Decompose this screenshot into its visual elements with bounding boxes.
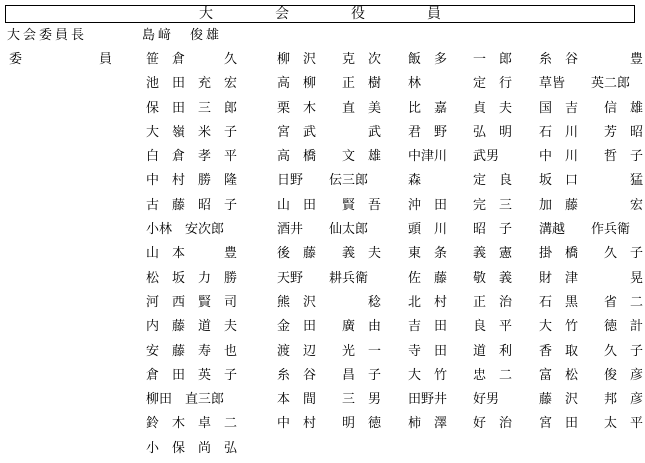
member-name: 天野 耕兵衛 bbox=[277, 270, 369, 286]
member-name: 高 橋 文 雄 bbox=[277, 149, 382, 165]
member-name bbox=[408, 439, 498, 463]
member-name: 北 村 正 治 bbox=[408, 294, 513, 310]
member-name: 飯 多 一 郎 bbox=[408, 52, 513, 67]
member-name: 大 嶺 米 子 bbox=[146, 124, 238, 140]
member-name: 日野 伝三郎 bbox=[277, 173, 369, 189]
member-name: 森 定 良 bbox=[408, 173, 513, 189]
member-name: 藤 沢 邦 彦 bbox=[539, 392, 644, 408]
member-name bbox=[277, 439, 367, 463]
member-name: 東 条 義 憲 bbox=[408, 246, 513, 262]
member-name-grid bbox=[146, 50, 644, 463]
member-name: 後 藤 義 夫 bbox=[277, 246, 382, 262]
member-name: 鈴 木 卓 二 bbox=[146, 416, 238, 432]
member-name: 加 藤 宏 bbox=[539, 197, 644, 213]
member-name: 財 津 晃 bbox=[539, 270, 644, 286]
member-name: 大 竹 徳 計 bbox=[539, 319, 644, 335]
member-name: 石 黒 省 二 bbox=[539, 294, 644, 310]
member-name: 宮 武 武 bbox=[277, 124, 382, 140]
member-name: 沖 田 完 三 bbox=[408, 197, 513, 213]
member-name: 草皆 英二郎 bbox=[539, 76, 631, 92]
member-name: 国 吉 信 雄 bbox=[539, 100, 644, 116]
member-name: 松 坂 力 勝 bbox=[146, 270, 238, 286]
member-name: 内 藤 道 夫 bbox=[146, 319, 238, 335]
member-name: 中津川 武男 bbox=[408, 149, 500, 165]
member-name: 溝越 作兵衛 bbox=[539, 222, 631, 238]
member-name: 栗 木 直 美 bbox=[277, 100, 382, 116]
member-name: 寺 田 道 利 bbox=[408, 343, 513, 359]
member-name: 坂 口 猛 bbox=[539, 173, 644, 189]
member-name: 柿 澤 好 治 bbox=[408, 416, 513, 432]
member-name: 柳田 直三郎 bbox=[146, 392, 225, 408]
member-name: 中 村 明 徳 bbox=[277, 416, 382, 432]
member-name: 香 取 久 子 bbox=[539, 343, 644, 359]
member-name: 富 松 俊 彦 bbox=[539, 367, 644, 383]
member-name: 中 川 哲 子 bbox=[539, 149, 644, 165]
member-name: 小 保 尚 弘 bbox=[146, 440, 238, 456]
page-title: 大 会 役 員 bbox=[5, 5, 635, 23]
member-name: 比 嘉 貞 夫 bbox=[408, 100, 513, 116]
member-name: 笹 倉 久 bbox=[146, 52, 238, 67]
member-name: 吉 田 良 平 bbox=[408, 319, 513, 335]
member-name: 河 西 賢 司 bbox=[146, 294, 238, 310]
member-label bbox=[9, 52, 112, 68]
member-name: 大 竹 忠 二 bbox=[408, 367, 513, 383]
member-name: 本 間 三 男 bbox=[277, 392, 382, 408]
member-name: 柳 沢 克 次 bbox=[277, 52, 382, 67]
member-name: 熊 沢 稔 bbox=[277, 294, 382, 310]
member-name: 田野井 好男 bbox=[408, 392, 500, 408]
chair-name: 島﨑 俊雄 bbox=[142, 28, 223, 43]
member-name: 佐 藤 敬 義 bbox=[408, 270, 513, 286]
member-label-right: 員 bbox=[98, 52, 112, 67]
member-name: 中 村 勝 隆 bbox=[146, 173, 238, 189]
member-name: 石 川 芳 昭 bbox=[539, 124, 644, 140]
member-name: 山 田 賢 吾 bbox=[277, 197, 382, 213]
member-name: 林 定 行 bbox=[408, 76, 513, 92]
member-name: 君 野 弘 明 bbox=[408, 124, 513, 140]
member-name: 池 田 充 宏 bbox=[146, 76, 238, 92]
member-name: 渡 辺 光 一 bbox=[277, 343, 382, 359]
member-name: 宮 田 太 平 bbox=[539, 416, 644, 432]
chair-label: 大会委員長 bbox=[7, 28, 88, 43]
member-name: 白 倉 孝 平 bbox=[146, 149, 238, 165]
member-label-left: 委 bbox=[9, 52, 23, 67]
member-name: 高 柳 正 樹 bbox=[277, 76, 382, 92]
member-name: 頭 川 昭 子 bbox=[408, 222, 513, 238]
member-name: 小林 安次郎 bbox=[146, 222, 225, 238]
member-name: 掛 橋 久 子 bbox=[539, 246, 644, 262]
member-name: 倉 田 英 子 bbox=[146, 367, 238, 383]
member-name: 山 本 豊 bbox=[146, 246, 238, 262]
member-name: 安 藤 寿 也 bbox=[146, 343, 238, 359]
member-name bbox=[539, 439, 629, 463]
member-name: 金 田 廣 由 bbox=[277, 319, 382, 335]
member-name: 糸 谷 昌 子 bbox=[277, 367, 382, 383]
member-name: 酒井 仙太郎 bbox=[277, 222, 369, 238]
member-name: 糸 谷 豊 bbox=[539, 52, 644, 67]
member-name: 保 田 三 郎 bbox=[146, 100, 238, 116]
member-name: 古 藤 昭 子 bbox=[146, 197, 238, 213]
